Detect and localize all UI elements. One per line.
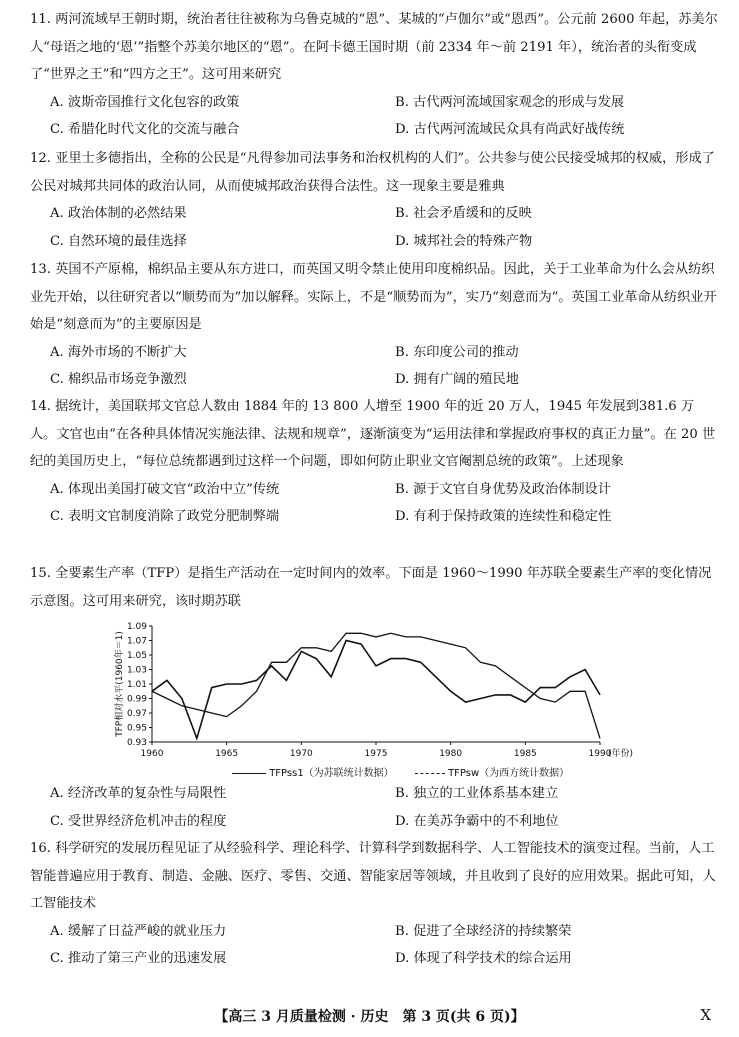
question-11 xyxy=(30,6,720,144)
option-c[interactable]: C. 棉织品市场竞争激烈 xyxy=(50,372,187,387)
question-stem: 13. 英国不产原棉，棉织品主要从东方进口，而英国又明令禁止使用印度棉织品。因此，关于工业革命为什么会从纺织业先开始，以往研究者以“顺势而为”加以解释。实际上，不是“顺势而为”，实乃“刻意而为”。英国工业革命从纺织业开始是“刻意而为”的主要原因是 xyxy=(30,262,717,332)
y-tick-label: 1.07 xyxy=(126,636,147,647)
y-tick-label: 0.99 xyxy=(126,694,147,705)
option-c[interactable]: C. 自然环境的最佳选择 xyxy=(50,233,187,249)
question-stem: 12. 亚里士多德指出，全称的公民是“凡得参加司法事务和治权机构的人们”。公共参与使公民接受城邦的权威，形成了公民对城邦共同体的政治认同，从而使城邦政治获得合法性。这一现象主要是雅典 xyxy=(30,151,715,194)
y-tick-label: 1.03 xyxy=(126,665,147,676)
version-mark: X xyxy=(700,1006,711,1024)
legend-series-1: TFPss1（为苏联统计数据） xyxy=(269,768,394,779)
question-12 xyxy=(30,145,720,255)
x-tick-label: 1960 xyxy=(140,749,164,759)
option-a[interactable]: A. 波斯帝国推行文化包容的政策 xyxy=(50,94,240,110)
y-tick-label: 1.01 xyxy=(126,680,147,690)
series-line-2 xyxy=(152,641,600,739)
option-d[interactable]: D. 体现了科学技术的综合运用 xyxy=(395,951,572,966)
y-tick-label: 0.97 xyxy=(126,709,147,719)
x-tick-label: 1985 xyxy=(513,749,537,759)
option-b[interactable]: B. 促进了全球经济的持续繁荣 xyxy=(395,923,572,939)
y-tick-label: 1.05 xyxy=(126,651,147,661)
option-a[interactable]: A. 政治体制的必然结果 xyxy=(50,206,187,221)
option-list xyxy=(30,476,720,531)
question-stem: 14. 据统计，美国联邦文官总人数由 1884 年的 13 800 人增至 1900 年的近 20 万人，1945 年发展到381.6 万人。文官也由“在各种具体情况实施法律、法规和规章”，逐渐演变为“运用法律和掌握政府事权的真正力量”。在 20 世纪的美国历史上，“每位总统都遇到过这样一个问题，即如何防止职业文官阉割总统的政策”。上述现象 xyxy=(30,399,716,469)
question-14 xyxy=(30,393,720,531)
legend-solid-line-icon xyxy=(232,773,266,774)
option-c[interactable]: C. 受世界经济危机冲击的程度 xyxy=(50,813,227,829)
question-15 xyxy=(30,560,720,615)
page-footer: 【高三 3 月质量检测 · 历史 第 3 页(共 6 页)】 xyxy=(214,1009,525,1025)
option-d[interactable]: D. 有利于保持政策的连续性和稳定性 xyxy=(395,509,612,524)
question-stem: 16. 科学研究的发展历程见证了从经验科学、理论科学、计算科学到数据科学、人工智能技术的演变过程。当前，人工智能普遍应用于教育、制造、金融、医疗、零售、交通、智能家居等领域，并且收到了良好的应用效果。据此可知，人工智能技术 xyxy=(30,841,716,911)
option-c[interactable]: C. 希腊化时代文化的交流与融合 xyxy=(50,122,240,137)
question-15-options xyxy=(30,780,720,835)
option-a[interactable]: A. 海外市场的不断扩大 xyxy=(50,344,187,360)
option-list xyxy=(30,200,720,255)
question-13 xyxy=(30,256,720,394)
option-b[interactable]: B. 独立的工业体系基本建立 xyxy=(395,786,559,801)
option-a[interactable]: A. 体现出美国打破文官“政治中立”传统 xyxy=(50,481,280,497)
y-tick-label: 0.93 xyxy=(126,738,147,748)
x-tick-label: 1975 xyxy=(364,749,388,759)
option-b[interactable]: B. 古代两河流域国家观念的形成与发展 xyxy=(395,94,625,110)
tfp-chart-svg xyxy=(110,618,650,778)
option-list xyxy=(30,339,720,394)
option-a[interactable]: A. 经济改革的复杂性与局限性 xyxy=(50,786,227,801)
question-stem: 11. 两河流域早王朝时期，统治者往往被称为乌鲁克城的“恩”、某城的“卢伽尔”或“恩西”。公元前 2600 年起，苏美尔人“母语之地的‘恩’”指整个苏美尔地区的“恩”。在阿卡德王国时期（前 2334 年～前 2191 年），统治者的头衔变成了“世界之王”和“四方之王”。这可用来研究 xyxy=(30,12,718,82)
option-d[interactable]: D. 拥有广阔的殖民地 xyxy=(395,372,519,387)
y-tick-label: 0.95 xyxy=(126,723,147,734)
option-c[interactable]: C. 表明文官制度消除了政党分肥制弊端 xyxy=(50,509,280,524)
y-tick-label: 1.09 xyxy=(126,622,147,632)
option-b[interactable]: B. 社会矛盾缓和的反映 xyxy=(395,206,532,221)
option-list xyxy=(30,89,720,144)
option-b[interactable]: B. 源于文官自身优势及政治体制设计 xyxy=(395,481,611,497)
x-tick-label: 1990 xyxy=(588,749,612,759)
option-a[interactable]: A. 缓解了日益严峻的就业压力 xyxy=(50,923,227,939)
chart-legend xyxy=(232,764,569,779)
x-axis-label: (年份) xyxy=(608,749,634,759)
option-list xyxy=(30,780,720,835)
question-stem: 15. 全要素生产率（TFP）是指生产活动在一定时间内的效率。下面是 1960～1990 年苏联全要素生产率的变化情况示意图。这可用来研究，该时期苏联 xyxy=(30,566,712,609)
x-tick-label: 1970 xyxy=(289,749,313,759)
option-d[interactable]: D. 城邦社会的特殊产物 xyxy=(395,233,533,249)
option-d[interactable]: D. 古代两河流域民众具有尚武好战传统 xyxy=(395,122,625,137)
tfp-chart xyxy=(110,618,650,778)
option-c[interactable]: C. 推动了第三产业的迅速发展 xyxy=(50,951,227,966)
option-b[interactable]: B. 东印度公司的推动 xyxy=(395,344,519,360)
x-tick-label: 1980 xyxy=(439,749,463,759)
x-tick-label: 1965 xyxy=(215,749,239,759)
legend-series-2: TFPsw（为西方统计数据） xyxy=(448,768,570,779)
option-d[interactable]: D. 在美苏争霸中的不利地位 xyxy=(395,813,559,829)
question-16 xyxy=(30,835,720,973)
y-axis-label: TFP相对水平(1960年＝1) xyxy=(115,631,125,737)
option-list xyxy=(30,918,720,973)
legend-dashdot-line-icon xyxy=(415,773,445,774)
